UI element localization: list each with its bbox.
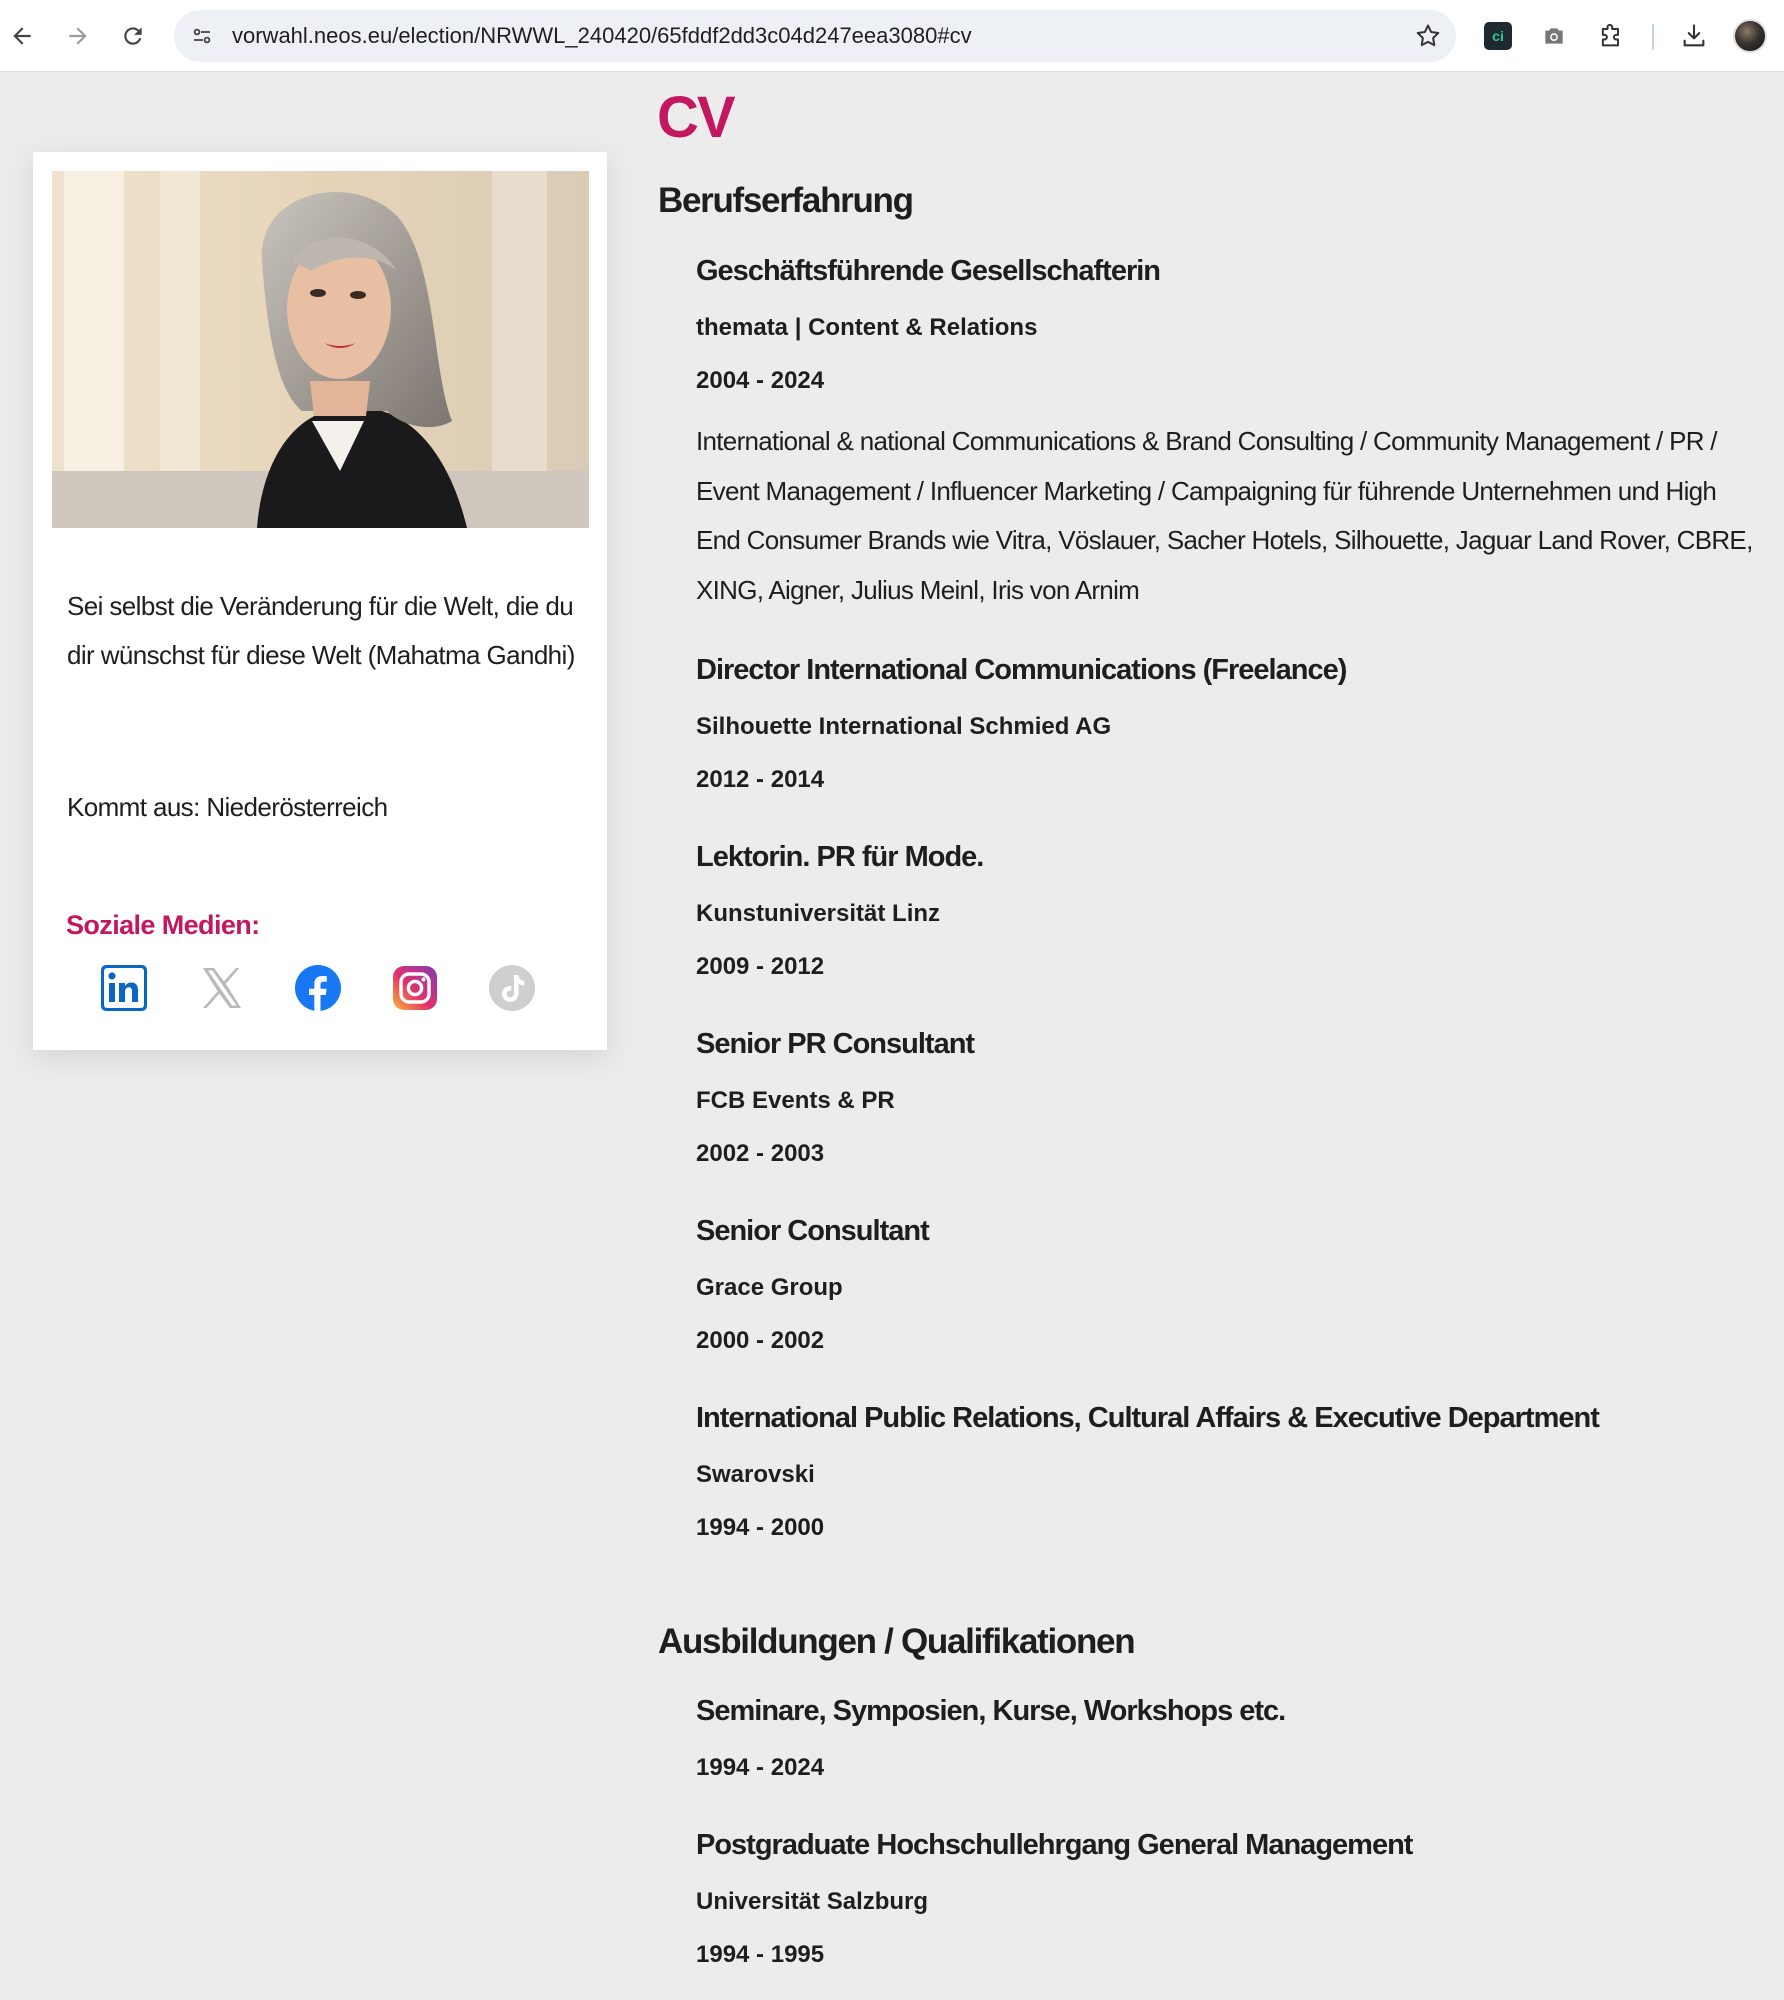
entry-organization: themata | Content & Relations [696,314,1038,341]
camera-icon [1541,23,1567,49]
linkedin-icon[interactable] [100,964,148,1012]
entry-dates: 2004 - 2024 [696,367,825,394]
entry-title: Senior PR Consultant [696,1028,975,1060]
extension-ci-icon: ci [1484,22,1512,50]
candidate-quote: Sei selbst die Veränderung für die Welt, die du dir wünschst für diese Welt (Mahatma Gandhi) [67,591,575,670]
extensions-button[interactable] [1593,18,1629,54]
entry-organization: Grace Group [696,1274,843,1301]
x-icon[interactable] [197,964,245,1012]
entry-title: Seminare, Symposien, Kurse, Workshops etc. [696,1695,1286,1727]
browser-toolbar [0,0,1784,72]
extension-ci-button[interactable] [1480,18,1516,54]
avatar [1733,19,1767,53]
entry-dates: 2002 - 2003 [696,1140,825,1167]
arrow-right-icon [65,23,91,49]
site-settings-icon[interactable] [188,22,216,50]
experience-heading: Berufserfahrung [658,181,913,220]
entry-description: International & national Communications & Brand Consulting / Community Management / PR / Event Management / Influencer Marketing / Campaigning für führende Unternehmen und High End Consumer Brands wie Vitra, Vöslauer, Sacher Hotels, Silhouette, Jaguar Land Rover, CBRE, XING, Aigner, Julius Meinl, Iris von Arnim [696,426,1753,605]
puzzle-icon [1597,22,1625,50]
arrow-left-icon [9,23,35,49]
bookmark-star-icon[interactable] [1414,22,1442,50]
toolbar-separator [1652,24,1654,50]
experience-list [696,251,1756,615]
experience-entry [696,1211,1756,1361]
entry-title: Senior Consultant [696,1215,929,1247]
social-media-heading: Soziale Medien: [66,910,260,940]
entry-title: Geschäftsführende Gesellschafterin [696,255,1160,287]
education-entry [696,1825,1756,1975]
entry-dates: 1994 - 1995 [696,1941,825,1968]
experience-entry [696,1398,1756,1548]
entry-organization: Silhouette International Schmied AG [696,713,1112,740]
experience-entry [696,837,1756,987]
entry-dates: 2000 - 2002 [696,1327,825,1354]
tiktok-icon[interactable] [488,964,536,1012]
experience-entry [696,1024,1756,1174]
back-button[interactable] [2,16,42,56]
reload-button[interactable] [113,16,153,56]
education-entry [696,1691,1756,1788]
candidate-card [33,152,607,1050]
entry-organization: FCB Events & PR [696,1087,895,1114]
entry-organization: Universität Salzburg [696,1888,929,1915]
forward-button[interactable] [58,16,98,56]
cv-title: CV [657,85,734,150]
entry-title: Postgraduate Hochschullehrgang General Management [696,1829,1413,1861]
url-text[interactable]: vorwahl.neos.eu/election/NRWWL_240420/65fddf2dd3c04d247eea3080#cv [232,23,972,48]
profile-button[interactable] [1732,18,1768,54]
entry-dates: 2009 - 2012 [696,953,825,980]
entry-dates: 1994 - 2000 [696,1514,825,1541]
entry-title: Lektorin. PR für Mode. [696,841,984,873]
entry-title: International Public Relations, Cultural Affairs & Executive Department [696,1402,1599,1434]
download-icon [1680,22,1708,50]
social-links [100,964,536,1014]
education-heading: Ausbildungen / Qualifikationen [658,1622,1135,1661]
downloads-button[interactable] [1676,18,1712,54]
screenshot-button[interactable] [1536,18,1572,54]
candidate-photo [52,171,589,528]
experience-entry [696,251,1756,615]
instagram-icon[interactable] [391,964,439,1012]
entry-dates: 1994 - 2024 [696,1754,825,1781]
entry-dates: 2012 - 2014 [696,766,825,793]
entry-organization: Kunstuniversität Linz [696,900,941,927]
experience-entry [696,650,1756,800]
facebook-icon[interactable] [294,964,342,1012]
reload-icon [120,23,146,49]
entry-organization: Swarovski [696,1461,815,1488]
entry-title: Director International Communications (Freelance) [696,654,1347,686]
candidate-origin: Kommt aus: Niederösterreich [67,792,388,822]
address-bar[interactable] [174,10,1456,62]
